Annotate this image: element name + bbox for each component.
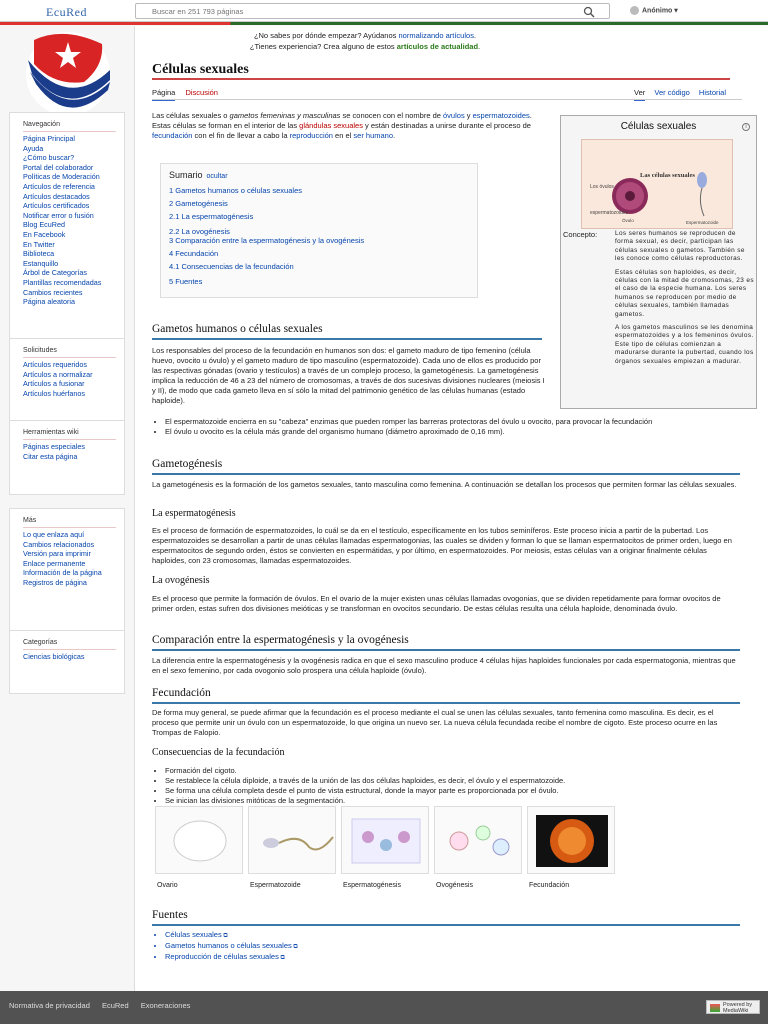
sidebar-item[interactable]: Ciencias biológicas [23, 652, 85, 661]
sidebar-item[interactable]: Información de la página [23, 568, 102, 578]
section-rule [152, 473, 740, 475]
source-label: Gametos humanos o células sexuales [165, 941, 292, 950]
flag-stripe [0, 22, 768, 25]
mediawiki-icon [710, 1004, 720, 1012]
gallery-caption: Fecundación [529, 882, 570, 889]
inline-link[interactable]: fecundación [152, 131, 193, 140]
sidebar-item[interactable]: Lo que enlaza aquí [23, 530, 85, 539]
toc-item[interactable]: 2.2 La ovogénesis [169, 227, 230, 236]
notice-link-actualidad[interactable]: artículos de actualidad [396, 42, 479, 51]
badge-text: Powered by MediaWiki [723, 1002, 753, 1014]
intro-text: . Estas células se forman en el interior de las [152, 111, 532, 130]
image-label: Los óvulos [590, 184, 614, 190]
sidebar-item[interactable]: Página Principal [23, 134, 75, 143]
gallery-caption: Ovogénesis [436, 882, 473, 889]
panel-navegacion [9, 112, 125, 360]
section-rule [152, 649, 740, 651]
notice-text: ¿No sabes por dónde empezar? Ayúdanos [253, 31, 399, 40]
footer [0, 991, 768, 1024]
tab-view-source[interactable]: Ver código [654, 88, 690, 97]
sidebar-item[interactable]: Cambios recientes [23, 287, 83, 297]
sidebar [0, 26, 134, 991]
infobox-label: Concepto: [563, 230, 598, 239]
panel-title: Solicitudes [10, 339, 124, 360]
section-paragraph: De forma muy general, se puede afirmar que la fecundación es el proceso mediante el cual se unen las células sexuales, tanto femenina como masculina. Es decir, es el proceso que permite unir un óvulo con un espermatozoide, lo que origina un nuevo ser. La nueva célula fecundada recibe el nombre de cigoto. Este proceso ocurre en las Trompas de Falopio. [152, 708, 718, 737]
panel-herramientas [9, 420, 125, 495]
tab-view[interactable]: Ver [634, 88, 645, 101]
infobox-image-caption: Las células sexuales [640, 172, 695, 179]
section-heading: Gametos humanos o células sexuales [152, 323, 323, 335]
footer-link-ecured[interactable]: EcuRed [101, 1001, 129, 1010]
intro-text: se conocen con el nombre de [340, 111, 444, 120]
table-of-contents [160, 163, 478, 298]
source-link[interactable] [165, 952, 565, 963]
toc-item[interactable]: 1 Gametos humanos o células sexuales [169, 186, 302, 195]
source-link[interactable] [165, 941, 565, 952]
list-item: • Se restablece la célula diploide, a través de la unión de las dos células haploides, es decir, el óvulo y el espermatozoide. [165, 776, 725, 786]
tab-page[interactable]: Página [152, 88, 175, 101]
section-heading: Comparación entre la espermatogénesis y la ovogénesis [152, 634, 409, 646]
subsection-heading: La espermatogénesis [152, 508, 236, 519]
sidebar-item[interactable]: En Twitter [23, 239, 55, 249]
sidebar-item[interactable]: Notificar error o fusión [23, 210, 94, 220]
title-rule [152, 78, 730, 80]
section-rule [152, 924, 740, 926]
infobox [560, 115, 757, 409]
list-item: • El óvulo u ovocito es la célula más grande del organismo humano (diámetro aproximado de 0,16 mm). [165, 427, 725, 437]
user-name: Anónimo [642, 7, 673, 15]
inline-link[interactable]: glándulas sexuales [299, 121, 363, 130]
intro-text: Las células sexuales o [152, 111, 230, 120]
list-item: • Formación del cigoto. [165, 766, 725, 776]
sidebar-item[interactable]: Artículos a fusionar [23, 379, 85, 389]
list-item: • Se forma una célula completa desde el punto de vista estructural, donde la mayor parte es proporcionada por el óvulo. [165, 786, 725, 796]
section-heading: Fuentes [152, 909, 188, 921]
panel-title: Más [10, 509, 124, 530]
site-name[interactable]: EcuRed [46, 5, 87, 19]
notice-text: ¿Tienes experiencia? Crea alguno de estos [249, 42, 397, 51]
panel-title: Herramientas wiki [10, 421, 124, 442]
infobox-paragraph: A los gametos masculinos se les denomina espermatozoides y a los femeninos óvulos. Este tipo de células comienzan a madurarse durante la pubertad, cuando los órganos sexuales empiezan a madurar. [615, 324, 754, 365]
sidebar-item[interactable]: Artículos huérfanos [23, 388, 85, 398]
sidebar-item[interactable]: Plantillas recomendadas [23, 277, 102, 287]
sidebar-item[interactable]: Versión para imprimir [23, 549, 91, 559]
notice-link-normalizar[interactable]: normalizando artículos [398, 31, 474, 40]
intro-text: gametos femeninas y masculinas [229, 111, 341, 120]
top-bar [0, 0, 768, 22]
tab-discussion[interactable]: Discusión [185, 88, 218, 97]
sidebar-item[interactable]: Cambios relacionados [23, 539, 95, 549]
toc-item[interactable]: 4 Fecundación [169, 249, 219, 258]
external-link-icon: ⧉ [291, 944, 298, 950]
panel-title: Categorías [10, 631, 124, 652]
section-paragraph: La diferencia entre la espermatogénesis y la ovogénesis radica en que el sexo masculino produce 4 células hijas haploides funcionales por cada espermatogonia, mientras que en el sexo femenino, por cada ovogonio solo prospera una célula haploide (óvulo). [152, 656, 736, 675]
bullet-list [165, 417, 725, 437]
infobox-text [615, 230, 755, 371]
page-tabs [152, 88, 226, 97]
gallery-image-ovogenesis[interactable] [434, 806, 522, 874]
sidebar-item[interactable]: Biblioteca [23, 249, 55, 259]
toc-item[interactable]: 4.1 Consecuencias de la fecundación [169, 262, 294, 271]
intro-paragraph [152, 111, 547, 141]
inline-link[interactable]: espermatozoides [472, 111, 530, 120]
gallery-image-espermatozoide[interactable] [248, 806, 336, 874]
subsection-heading: La ovogénesis [152, 575, 210, 586]
panel-title: Navegación [10, 113, 124, 134]
section-heading: Gametogénesis [152, 458, 223, 470]
tab-history[interactable]: Historial [698, 88, 726, 97]
ecured-logo[interactable] [24, 30, 112, 118]
view-tabs [634, 88, 726, 97]
sources-list [165, 930, 565, 963]
section-paragraph: Es el proceso que permite la formación de óvulos. En el ovario de la mujer existen unas células llamadas ovogonias, que se dividen repetidamente para formar ovocitos de primer orden, estas sufren dos divisiones meióticas y se transforman en ovocitos secundario. De estas células resulta una célula haploide, denominada óvulo. [152, 594, 721, 613]
gallery-image-fecundacion[interactable] [527, 806, 615, 874]
toc-title: Sumario [169, 170, 203, 180]
gallery-image-espermatogenesis[interactable] [341, 806, 429, 874]
panel-categorias [9, 630, 125, 694]
intro-text: y [464, 111, 473, 120]
page-title: Células sexuales [152, 62, 249, 77]
search-icon[interactable] [583, 6, 595, 18]
info-icon[interactable]: i [742, 123, 750, 131]
source-label: Células sexuales [165, 930, 222, 939]
section-paragraph: La gametogénesis es la formación de los gametos sexuales, tanto masculina como femenina. A continuación se detallan los procesos que permiten formar las células sexuales. [152, 480, 737, 489]
toc-item[interactable]: 2.1 La espermatogénesis [169, 212, 254, 221]
sidebar-item[interactable]: Páginas especiales [23, 442, 85, 451]
inline-link[interactable]: reproducción [289, 131, 333, 140]
sidebar-item[interactable]: Registros de página [23, 577, 87, 587]
toc-item[interactable]: 3 Comparación entre la espermatogénesis y la ovogénesis [169, 236, 365, 245]
intro-text: con el fin de llevar a cabo la [192, 131, 290, 140]
bullet-list [165, 766, 725, 806]
external-link-icon: ⧉ [221, 933, 228, 939]
sidebar-item[interactable]: En Facebook [23, 229, 66, 239]
footer-link-exoneraciones[interactable]: Exoneraciones [140, 1001, 191, 1010]
search-input[interactable] [152, 6, 572, 17]
sidebar-item[interactable]: Artículos certificados [23, 201, 90, 211]
infobox-title: Células sexuales [620, 121, 697, 132]
site-notice [135, 30, 595, 52]
notice-text: . [473, 31, 477, 40]
image-gallery [155, 806, 625, 889]
source-label: Reproducción de células sexuales [165, 952, 279, 961]
list-item: • Se inician las divisiones mitóticas de la segmentación. [165, 796, 725, 806]
source-link[interactable] [165, 930, 565, 941]
inline-link[interactable]: ser humano [353, 131, 394, 140]
subsection-heading: Consecuencias de la fecundación [152, 747, 285, 758]
sidebar-item[interactable]: Artículos a normalizar [23, 369, 93, 379]
footer-link-privacidad[interactable]: Normativa de privacidad [9, 1001, 90, 1010]
sidebar-item[interactable]: Citar esta página [23, 451, 78, 461]
sidebar-item[interactable]: Portal del colaborador [23, 162, 94, 172]
user-icon [630, 6, 639, 15]
tab-divider [152, 99, 742, 100]
sidebar-item[interactable]: Artículos requeridos [23, 360, 87, 369]
search-box[interactable] [135, 3, 610, 19]
toc-item[interactable]: 5 Fuentes [169, 277, 203, 286]
infobox-image[interactable] [581, 139, 733, 229]
sidebar-item[interactable]: Políticas de Moderación [23, 172, 100, 182]
gallery-caption: Espermatogénesis [343, 882, 401, 889]
gallery-caption: Espermatozoide [250, 882, 301, 889]
gallery-image-ovario[interactable] [155, 806, 243, 874]
external-link-icon: ⧉ [278, 955, 285, 961]
list-item: • El espermatozoide encierra en su "cabeza" enzimas que pueden romper las barreras protectoras del óvulo u ovocito, para provocar la fecundación [165, 417, 725, 427]
sidebar-item[interactable]: Ayuda [23, 143, 44, 153]
sidebar-item[interactable]: Página aleatoria [23, 297, 75, 307]
mediawiki-badge[interactable] [706, 1000, 760, 1014]
sidebar-item[interactable]: Estanquillo [23, 258, 59, 268]
sidebar-item[interactable]: ¿Cómo buscar? [23, 153, 75, 163]
section-heading: Fecundación [152, 687, 211, 699]
section-rule [152, 338, 542, 340]
section-paragraph: Los responsables del proceso de la fecundación en humanos son dos: el gameto maduro de tipo femenino (célula huevo, ovocito u óvulo) y el gameto maduro de tipo masculino (espermatozoide). Cada uno de ellos es producido por las respectivas gónadas (ovario y testículos) a través de un complejo proceso, la gametogénesis. La gametogénesis implica la reducción de 46 a 23 del número de cromosomas, a través de dos sucesivas divisiones nucleares (meiosis I y II), de modo que cada gameto lleva en sí sólo la mitad del patrimonio genético de las células humanas (estado haploide). [152, 346, 545, 405]
image-label: Óvulo [622, 218, 634, 223]
section-rule [152, 702, 740, 704]
panel-mas [9, 508, 125, 634]
sidebar-item[interactable]: Enlace permanente [23, 558, 86, 568]
sidebar-item[interactable]: Artículos destacados [23, 191, 90, 201]
intro-text: en el [332, 131, 354, 140]
image-label: Espermatozoide [686, 220, 719, 225]
gallery-caption: Ovario [157, 882, 178, 889]
intro-text: . [393, 131, 396, 140]
image-label: espermatozoides [590, 210, 629, 216]
notice-text: . [478, 42, 481, 51]
sidebar-item[interactable]: Árbol de Categorías [23, 268, 87, 278]
infobox-paragraph: Estas células son haploides, es decir, células con la mitad de cromosomas, 23 es el caso de la especie humana. Los seres humanos se reproducen por medio de células sexuales, también llamadas gametos. [615, 268, 754, 318]
intro-text: y están destinadas a unirse durante el proceso de [362, 121, 531, 130]
inline-link[interactable]: óvulos [443, 111, 465, 120]
sidebar-item[interactable]: Artículos de referencia [23, 181, 95, 191]
sidebar-item[interactable]: Blog EcuRed [23, 220, 65, 230]
toc-item[interactable]: 2 Gametogénesis [169, 199, 228, 208]
toc-hide-link[interactable]: ocultar [206, 173, 228, 180]
section-paragraph: Es el proceso de formación de espermatozoides, lo cuál se da en el testículo, específicamente en los tubos seminíferos. Este proceso inicia a partir de la pubertad. Los espermatozoides se desarrollan a partir de unas células llamadas espermatogonias, las cuales se dividen y forman lo que se llaman espermatocitos de primer orden, luego en espermatocitos de segundo orden, éstos se convierten en espermátidas, y por último, en espermatozoides. Por meiosis, estas células van a originar finalmente células haploides, con 23 cromosomas, llamadas espermatozoides. [152, 526, 732, 565]
infobox-paragraph: Los seres humanos se reproducen de forma sexual, es decir, participan las células sexuales o gametos. También se les conoce como células reproductoras. [615, 230, 745, 263]
user-menu[interactable]: Anónimo ▾ [630, 6, 678, 15]
